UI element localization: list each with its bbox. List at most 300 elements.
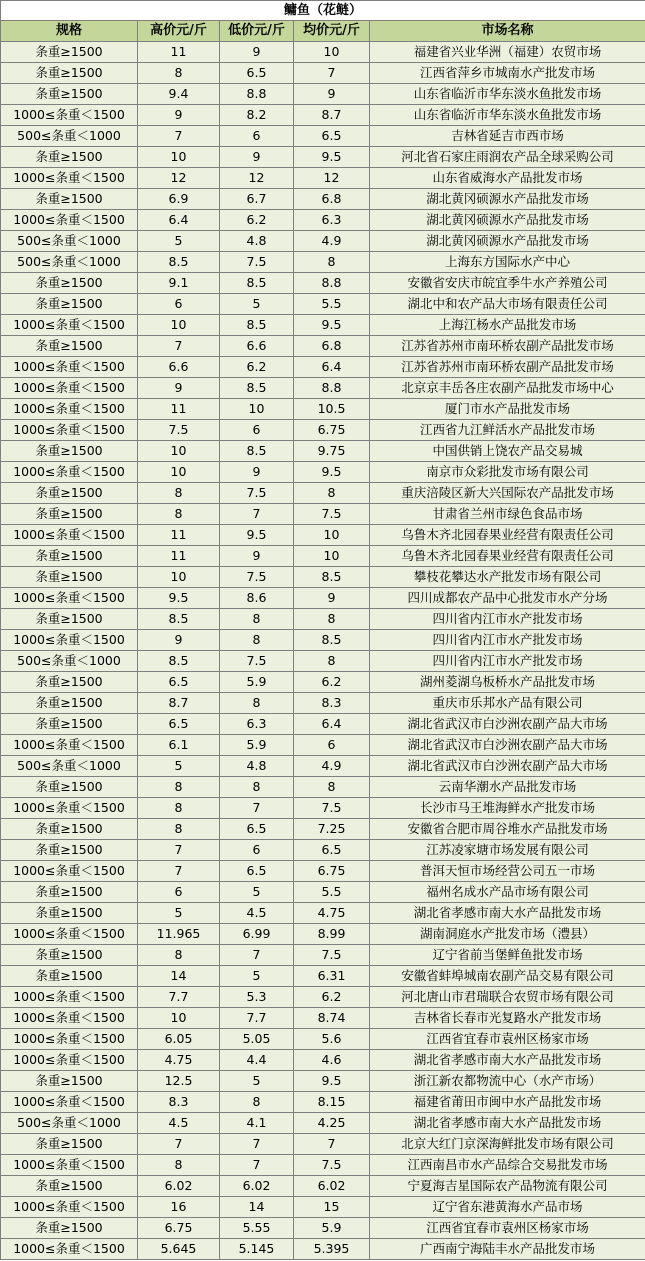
cell-spec: 条重≥1500 (1, 546, 138, 567)
cell-avg-price: 10 (294, 525, 370, 546)
cell-high-price: 10 (138, 315, 220, 336)
cell-market-name: 广西南宁海陆丰水产品批发市场 (370, 1239, 645, 1260)
cell-high-price: 8 (138, 945, 220, 966)
cell-avg-price: 7 (294, 1134, 370, 1155)
cell-market-name: 湖北省孝感市南大水产品批发市场 (370, 1050, 645, 1071)
header-market-name: 市场名称 (370, 21, 645, 42)
cell-low-price: 6.3 (220, 714, 294, 735)
cell-spec: 1000≤条重＜1500 (1, 1029, 138, 1050)
cell-avg-price: 5.5 (294, 294, 370, 315)
table-row (1, 525, 645, 546)
cell-avg-price: 6.2 (294, 987, 370, 1008)
cell-market-name: 福建省莆田市闽中水产品批发市场 (370, 1092, 645, 1113)
cell-market-name: 江苏省苏州市南环桥农副产品批发市场 (370, 357, 645, 378)
cell-low-price: 5.05 (220, 1029, 294, 1050)
cell-market-name: 四川省内江市水产批发市场 (370, 651, 645, 672)
cell-avg-price: 4.6 (294, 1050, 370, 1071)
cell-market-name: 山东省临沂市华东淡水鱼批发市场 (370, 105, 645, 126)
cell-avg-price: 8 (294, 609, 370, 630)
cell-spec: 1000≤条重＜1500 (1, 357, 138, 378)
cell-market-name: 江苏凌家塘市场发展有限公司 (370, 840, 645, 861)
cell-high-price: 6 (138, 882, 220, 903)
cell-spec: 1000≤条重＜1500 (1, 588, 138, 609)
cell-low-price: 6.5 (220, 861, 294, 882)
cell-low-price: 4.4 (220, 1050, 294, 1071)
cell-market-name: 湖北省武汉市白沙洲农副产品大市场 (370, 735, 645, 756)
cell-spec: 1000≤条重＜1500 (1, 861, 138, 882)
header-low-price: 低价元/斤 (220, 21, 294, 42)
table-row (1, 945, 645, 966)
cell-high-price: 12.5 (138, 1071, 220, 1092)
cell-low-price: 12 (220, 168, 294, 189)
cell-market-name: 吉林省长春市光复路水产批发市场 (370, 1008, 645, 1029)
cell-spec: 条重≥1500 (1, 567, 138, 588)
table-row (1, 903, 645, 924)
cell-market-name: 北京大红门京深海鲜批发市场有限公司 (370, 1134, 645, 1155)
cell-spec: 条重≥1500 (1, 966, 138, 987)
cell-high-price: 10 (138, 462, 220, 483)
cell-low-price: 9 (220, 462, 294, 483)
cell-avg-price: 5.9 (294, 1218, 370, 1239)
cell-spec: 1000≤条重＜1500 (1, 1050, 138, 1071)
cell-market-name: 山东省临沂市华东淡水鱼批发市场 (370, 84, 645, 105)
cell-low-price: 10 (220, 399, 294, 420)
cell-high-price: 6.4 (138, 210, 220, 231)
table-row (1, 651, 645, 672)
table-row (1, 168, 645, 189)
cell-low-price: 6.2 (220, 357, 294, 378)
cell-avg-price: 7.5 (294, 504, 370, 525)
cell-low-price: 8.5 (220, 441, 294, 462)
cell-spec: 500≤条重＜1000 (1, 1113, 138, 1134)
cell-spec: 条重≥1500 (1, 609, 138, 630)
cell-low-price: 8 (220, 609, 294, 630)
cell-low-price: 6.5 (220, 819, 294, 840)
cell-spec: 1000≤条重＜1500 (1, 462, 138, 483)
table-row (1, 756, 645, 777)
cell-market-name: 安徽省安庆市皖宜季牛水产养殖公司 (370, 273, 645, 294)
cell-high-price: 8 (138, 777, 220, 798)
cell-market-name: 吉林省延吉市西市场 (370, 126, 645, 147)
cell-high-price: 5 (138, 756, 220, 777)
cell-market-name: 宁夏海吉星国际农产品物流有限公司 (370, 1176, 645, 1197)
cell-low-price: 6 (220, 126, 294, 147)
cell-avg-price: 8.99 (294, 924, 370, 945)
cell-market-name: 重庆涪陵区新大兴国际农产品批发市场 (370, 483, 645, 504)
table-title: 鳙鱼（花鲢） (1, 1, 645, 21)
cell-low-price: 5.145 (220, 1239, 294, 1260)
cell-spec: 条重≥1500 (1, 693, 138, 714)
cell-low-price: 8 (220, 693, 294, 714)
table-row (1, 441, 645, 462)
cell-high-price: 11 (138, 399, 220, 420)
cell-avg-price: 8.15 (294, 1092, 370, 1113)
cell-avg-price: 8 (294, 252, 370, 273)
cell-avg-price: 6.4 (294, 714, 370, 735)
cell-spec: 1000≤条重＜1500 (1, 1092, 138, 1113)
cell-spec: 条重≥1500 (1, 441, 138, 462)
cell-avg-price: 4.25 (294, 1113, 370, 1134)
cell-avg-price: 9.5 (294, 462, 370, 483)
cell-high-price: 8.5 (138, 651, 220, 672)
cell-avg-price: 9.5 (294, 1071, 370, 1092)
cell-spec: 500≤条重＜1000 (1, 126, 138, 147)
cell-high-price: 7 (138, 1134, 220, 1155)
cell-market-name: 辽宁省前当堡鲜鱼批发市场 (370, 945, 645, 966)
table-row (1, 1176, 645, 1197)
cell-low-price: 7 (220, 1134, 294, 1155)
cell-avg-price: 6.5 (294, 840, 370, 861)
cell-low-price: 7.5 (220, 651, 294, 672)
cell-low-price: 8.2 (220, 105, 294, 126)
cell-low-price: 4.1 (220, 1113, 294, 1134)
table-row (1, 693, 645, 714)
cell-market-name: 河北省石家庄雨润农产品全球采购公司 (370, 147, 645, 168)
table-row (1, 567, 645, 588)
cell-spec: 1000≤条重＜1500 (1, 420, 138, 441)
cell-avg-price: 8.3 (294, 693, 370, 714)
cell-market-name: 普洱天恒市场经营公司五一市场 (370, 861, 645, 882)
table-row (1, 462, 645, 483)
cell-high-price: 16 (138, 1197, 220, 1218)
cell-high-price: 5.645 (138, 1239, 220, 1260)
cell-high-price: 8 (138, 798, 220, 819)
cell-market-name: 四川省内江市水产批发市场 (370, 609, 645, 630)
cell-low-price: 6 (220, 840, 294, 861)
cell-market-name: 厦门市水产品批发市场 (370, 399, 645, 420)
cell-spec: 1000≤条重＜1500 (1, 924, 138, 945)
cell-high-price: 11.965 (138, 924, 220, 945)
cell-spec: 条重≥1500 (1, 1176, 138, 1197)
cell-low-price: 7.7 (220, 1008, 294, 1029)
cell-high-price: 5 (138, 231, 220, 252)
cell-low-price: 14 (220, 1197, 294, 1218)
cell-high-price: 6.02 (138, 1176, 220, 1197)
cell-low-price: 5.3 (220, 987, 294, 1008)
cell-market-name: 四川成都农产品中心批发市水产分场 (370, 588, 645, 609)
cell-spec: 1000≤条重＜1500 (1, 399, 138, 420)
cell-avg-price: 8 (294, 777, 370, 798)
cell-high-price: 6.75 (138, 1218, 220, 1239)
cell-high-price: 9.1 (138, 273, 220, 294)
cell-market-name: 上海东方国际水产中心 (370, 252, 645, 273)
cell-market-name: 上海江杨水产品批发市场 (370, 315, 645, 336)
cell-avg-price: 8.8 (294, 273, 370, 294)
cell-high-price: 8 (138, 1155, 220, 1176)
cell-market-name: 湖南洞庭水产批发市场（澧县） (370, 924, 645, 945)
cell-avg-price: 6 (294, 735, 370, 756)
cell-spec: 500≤条重＜1000 (1, 231, 138, 252)
table-row (1, 672, 645, 693)
cell-low-price: 7 (220, 798, 294, 819)
table-row (1, 399, 645, 420)
cell-low-price: 8 (220, 777, 294, 798)
cell-low-price: 8.8 (220, 84, 294, 105)
cell-spec: 500≤条重＜1000 (1, 756, 138, 777)
cell-market-name: 辽宁省东港黄海水产品市场 (370, 1197, 645, 1218)
table-row (1, 630, 645, 651)
cell-spec: 1000≤条重＜1500 (1, 798, 138, 819)
cell-spec: 1000≤条重＜1500 (1, 525, 138, 546)
cell-low-price: 6.99 (220, 924, 294, 945)
cell-avg-price: 8 (294, 483, 370, 504)
cell-low-price: 8.5 (220, 273, 294, 294)
cell-high-price: 4.5 (138, 1113, 220, 1134)
cell-low-price: 4.8 (220, 756, 294, 777)
cell-low-price: 7.5 (220, 252, 294, 273)
cell-avg-price: 4.9 (294, 756, 370, 777)
table-row (1, 63, 645, 84)
cell-spec: 1000≤条重＜1500 (1, 1008, 138, 1029)
cell-high-price: 7 (138, 861, 220, 882)
cell-market-name: 四川省内江市水产批发市场 (370, 630, 645, 651)
cell-market-name: 湖北黄冈硕源水产品批发市场 (370, 231, 645, 252)
table-row (1, 1008, 645, 1029)
table-row (1, 546, 645, 567)
cell-market-name: 福州名成水产品市场有限公司 (370, 882, 645, 903)
cell-spec: 条重≥1500 (1, 483, 138, 504)
table-row (1, 1050, 645, 1071)
table-row (1, 357, 645, 378)
cell-spec: 1000≤条重＜1500 (1, 1197, 138, 1218)
cell-spec: 条重≥1500 (1, 903, 138, 924)
cell-high-price: 14 (138, 966, 220, 987)
cell-high-price: 6.5 (138, 714, 220, 735)
table-row (1, 378, 645, 399)
cell-spec: 条重≥1500 (1, 147, 138, 168)
cell-spec: 条重≥1500 (1, 1134, 138, 1155)
cell-avg-price: 8.5 (294, 567, 370, 588)
table-row (1, 735, 645, 756)
table-row (1, 924, 645, 945)
cell-low-price: 6.6 (220, 336, 294, 357)
cell-high-price: 8.5 (138, 252, 220, 273)
cell-low-price: 8.6 (220, 588, 294, 609)
cell-avg-price: 6.75 (294, 861, 370, 882)
table-row (1, 588, 645, 609)
cell-avg-price: 8 (294, 651, 370, 672)
cell-avg-price: 5.395 (294, 1239, 370, 1260)
cell-low-price: 8 (220, 630, 294, 651)
cell-low-price: 6.5 (220, 63, 294, 84)
table-row (1, 105, 645, 126)
cell-market-name: 长沙市马王堆海鲜水产批发市场 (370, 798, 645, 819)
cell-avg-price: 6.3 (294, 210, 370, 231)
cell-high-price: 11 (138, 525, 220, 546)
cell-market-name: 湖州菱湖乌板桥水产品批发市场 (370, 672, 645, 693)
cell-market-name: 湖北省孝感市南大水产品批发市场 (370, 903, 645, 924)
cell-avg-price: 5.5 (294, 882, 370, 903)
cell-spec: 条重≥1500 (1, 504, 138, 525)
cell-high-price: 8 (138, 504, 220, 525)
cell-avg-price: 4.9 (294, 231, 370, 252)
table-row (1, 798, 645, 819)
cell-spec: 1000≤条重＜1500 (1, 168, 138, 189)
cell-high-price: 11 (138, 42, 220, 63)
cell-market-name: 重庆市乐邦水产品有限公司 (370, 693, 645, 714)
table-row (1, 1029, 645, 1050)
cell-low-price: 4.5 (220, 903, 294, 924)
cell-avg-price: 8.8 (294, 378, 370, 399)
table-row (1, 882, 645, 903)
cell-spec: 条重≥1500 (1, 189, 138, 210)
cell-low-price: 9 (220, 42, 294, 63)
cell-avg-price: 9.75 (294, 441, 370, 462)
cell-high-price: 8 (138, 63, 220, 84)
cell-spec: 条重≥1500 (1, 945, 138, 966)
cell-spec: 500≤条重＜1000 (1, 252, 138, 273)
cell-low-price: 7.5 (220, 567, 294, 588)
cell-high-price: 9.5 (138, 588, 220, 609)
cell-low-price: 5 (220, 966, 294, 987)
cell-low-price: 5.9 (220, 672, 294, 693)
cell-market-name: 安徽省合肥市周谷堆水产品批发市场 (370, 819, 645, 840)
title-row (1, 1, 645, 21)
cell-avg-price: 6.8 (294, 189, 370, 210)
cell-avg-price: 6.8 (294, 336, 370, 357)
table-row (1, 84, 645, 105)
header-spec: 规格 (1, 21, 138, 42)
table-row (1, 1092, 645, 1113)
cell-market-name: 福建省兴业华洲（福建）农贸市场 (370, 42, 645, 63)
cell-avg-price: 15 (294, 1197, 370, 1218)
cell-low-price: 4.8 (220, 231, 294, 252)
cell-high-price: 8 (138, 819, 220, 840)
cell-high-price: 8.7 (138, 693, 220, 714)
table-row (1, 1071, 645, 1092)
cell-spec: 条重≥1500 (1, 672, 138, 693)
cell-high-price: 8.3 (138, 1092, 220, 1113)
cell-spec: 1000≤条重＜1500 (1, 630, 138, 651)
cell-high-price: 6.1 (138, 735, 220, 756)
cell-high-price: 4.75 (138, 1050, 220, 1071)
cell-avg-price: 6.5 (294, 126, 370, 147)
cell-low-price: 9 (220, 546, 294, 567)
table-row (1, 42, 645, 63)
cell-spec: 1000≤条重＜1500 (1, 105, 138, 126)
cell-spec: 条重≥1500 (1, 1218, 138, 1239)
cell-high-price: 7.5 (138, 420, 220, 441)
cell-spec: 500≤条重＜1000 (1, 651, 138, 672)
table-row (1, 483, 645, 504)
cell-market-name: 江西省萍乡市城南水产批发市场 (370, 63, 645, 84)
table-row (1, 189, 645, 210)
cell-avg-price: 4.75 (294, 903, 370, 924)
cell-high-price: 6 (138, 294, 220, 315)
table-row (1, 420, 645, 441)
cell-high-price: 10 (138, 567, 220, 588)
table-row (1, 966, 645, 987)
cell-avg-price: 7.25 (294, 819, 370, 840)
cell-low-price: 5 (220, 294, 294, 315)
cell-avg-price: 7.5 (294, 945, 370, 966)
table-row (1, 252, 645, 273)
table-row (1, 714, 645, 735)
cell-spec: 1000≤条重＜1500 (1, 378, 138, 399)
cell-market-name: 湖北省武汉市白沙洲农副产品大市场 (370, 756, 645, 777)
cell-low-price: 5.9 (220, 735, 294, 756)
cell-spec: 1000≤条重＜1500 (1, 210, 138, 231)
cell-market-name: 浙江新农都物流中心（水产市场） (370, 1071, 645, 1092)
cell-high-price: 9 (138, 378, 220, 399)
cell-avg-price: 7 (294, 63, 370, 84)
cell-low-price: 5 (220, 882, 294, 903)
cell-low-price: 7 (220, 945, 294, 966)
cell-avg-price: 8.5 (294, 630, 370, 651)
cell-high-price: 6.9 (138, 189, 220, 210)
cell-low-price: 7 (220, 504, 294, 525)
cell-low-price: 6.2 (220, 210, 294, 231)
cell-spec: 条重≥1500 (1, 294, 138, 315)
cell-market-name: 乌鲁木齐北园春果业经营有限责任公司 (370, 525, 645, 546)
cell-avg-price: 10 (294, 42, 370, 63)
cell-spec: 条重≥1500 (1, 336, 138, 357)
cell-spec: 1000≤条重＜1500 (1, 1239, 138, 1260)
cell-market-name: 江苏省苏州市南环桥农副产品批发市场 (370, 336, 645, 357)
table-row (1, 1239, 645, 1260)
cell-avg-price: 7.5 (294, 798, 370, 819)
cell-avg-price: 8.7 (294, 105, 370, 126)
cell-high-price: 8.5 (138, 609, 220, 630)
cell-high-price: 11 (138, 546, 220, 567)
cell-high-price: 9 (138, 630, 220, 651)
cell-high-price: 7 (138, 840, 220, 861)
cell-spec: 条重≥1500 (1, 1071, 138, 1092)
cell-spec: 条重≥1500 (1, 840, 138, 861)
table-row (1, 210, 645, 231)
cell-spec: 1000≤条重＜1500 (1, 735, 138, 756)
cell-market-name: 攀枝花攀达水产批发市场有限公司 (370, 567, 645, 588)
cell-high-price: 6.05 (138, 1029, 220, 1050)
cell-spec: 条重≥1500 (1, 819, 138, 840)
cell-spec: 条重≥1500 (1, 84, 138, 105)
cell-market-name: 江西省宜春市袁州区杨家市场 (370, 1029, 645, 1050)
header-high-price: 高价元/斤 (138, 21, 220, 42)
cell-avg-price: 10 (294, 546, 370, 567)
table-row (1, 294, 645, 315)
cell-market-name: 江西南昌市水产品综合交易批发市场 (370, 1155, 645, 1176)
cell-high-price: 7 (138, 126, 220, 147)
cell-spec: 条重≥1500 (1, 63, 138, 84)
cell-avg-price: 9.5 (294, 147, 370, 168)
cell-high-price: 9 (138, 105, 220, 126)
table-row (1, 1113, 645, 1134)
table-row (1, 1155, 645, 1176)
cell-high-price: 10 (138, 441, 220, 462)
cell-avg-price: 9 (294, 84, 370, 105)
table-row (1, 504, 645, 525)
cell-high-price: 10 (138, 1008, 220, 1029)
cell-low-price: 7.5 (220, 483, 294, 504)
cell-avg-price: 7.5 (294, 1155, 370, 1176)
cell-market-name: 南京市众彩批发市场有限公司 (370, 462, 645, 483)
table-row (1, 609, 645, 630)
table-row (1, 126, 645, 147)
cell-high-price: 6.5 (138, 672, 220, 693)
table-row (1, 987, 645, 1008)
cell-market-name: 安徽省蚌埠城南农副产品交易有限公司 (370, 966, 645, 987)
table-row (1, 861, 645, 882)
cell-low-price: 8.5 (220, 315, 294, 336)
cell-low-price: 5 (220, 1071, 294, 1092)
cell-spec: 条重≥1500 (1, 273, 138, 294)
cell-spec: 1000≤条重＜1500 (1, 987, 138, 1008)
cell-avg-price: 10.5 (294, 399, 370, 420)
cell-high-price: 9.4 (138, 84, 220, 105)
cell-low-price: 6.7 (220, 189, 294, 210)
cell-avg-price: 6.2 (294, 672, 370, 693)
cell-high-price: 7 (138, 336, 220, 357)
